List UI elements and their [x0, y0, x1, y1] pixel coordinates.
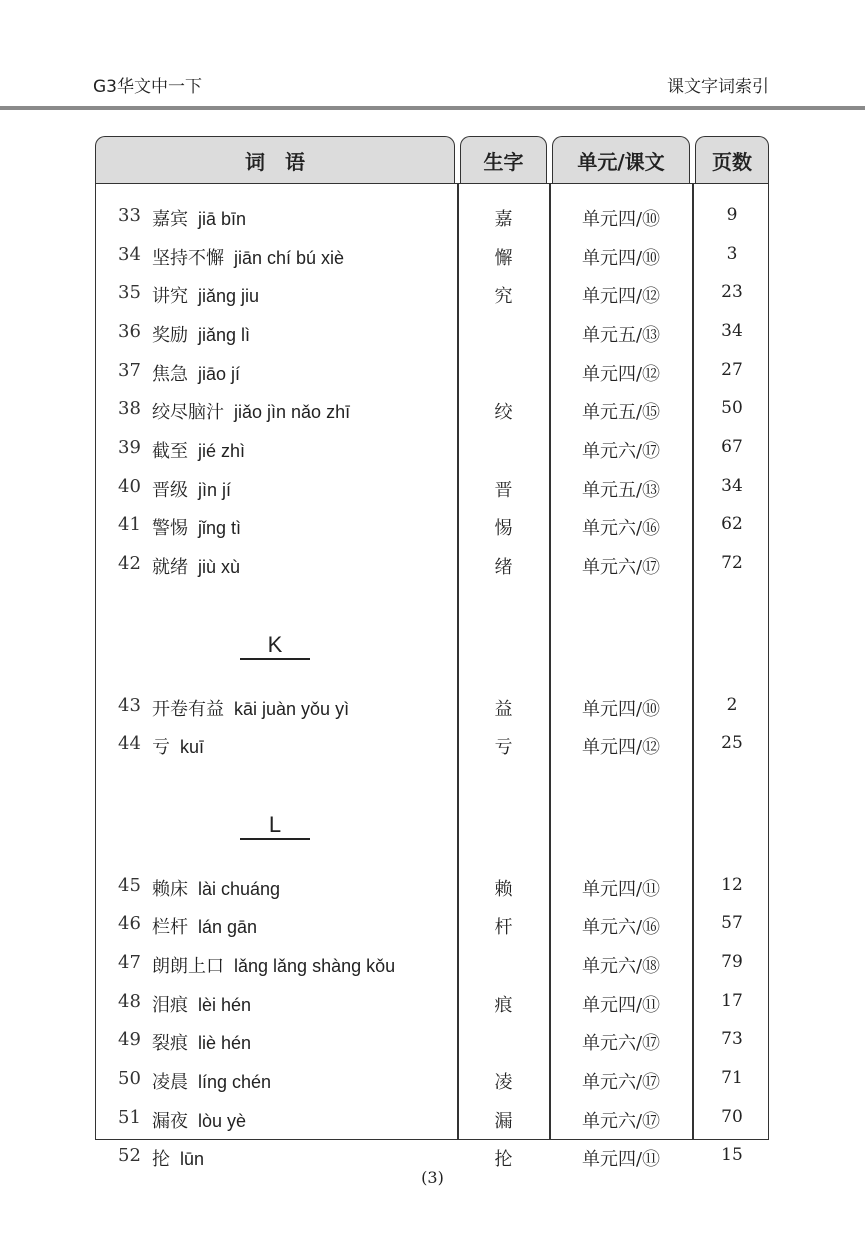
- entry-number: 33: [118, 205, 141, 226]
- word-chinese: 奖励: [152, 324, 188, 346]
- word-chinese: 截至: [152, 440, 188, 462]
- word-pinyin: lèi hén: [198, 994, 252, 1015]
- table-row: [0, 875, 865, 905]
- page-ref: 12: [721, 874, 743, 895]
- entry-word: [152, 1029, 251, 1055]
- word-chinese: 裂痕: [152, 1033, 188, 1055]
- word-chinese: 坚持不懈: [152, 247, 224, 269]
- page-ref: 50: [721, 398, 743, 419]
- new-character: 亏: [494, 737, 513, 759]
- word-chinese: 讲究: [152, 286, 188, 308]
- entry-word: [152, 875, 280, 901]
- unit-lesson: 单元五/⑮: [581, 402, 661, 424]
- entry-number: 38: [118, 398, 141, 420]
- unit-lesson: 单元六/⑰: [581, 556, 661, 578]
- word-pinyin: jiā bīn: [198, 209, 247, 229]
- table-row: [0, 476, 865, 506]
- entry-number: 35: [118, 282, 141, 304]
- new-character: 益: [494, 698, 513, 720]
- table-row: [0, 991, 865, 1021]
- unit-lesson: 单元六/⑰: [581, 1072, 661, 1094]
- page-ref: 23: [721, 282, 743, 303]
- table-row: [0, 321, 865, 351]
- entry-number: 46: [118, 913, 141, 935]
- entry-word: [152, 360, 240, 386]
- table-row: [0, 205, 865, 235]
- unit-lesson: 单元六/⑰: [581, 440, 661, 462]
- entry-word: [152, 1107, 246, 1133]
- entry-number: 48: [118, 990, 141, 1012]
- new-character: 惕: [494, 518, 513, 540]
- section-letter: L: [240, 812, 310, 840]
- new-character: 究: [494, 286, 513, 308]
- column-header-words: 词 语: [95, 136, 455, 184]
- table-row: [0, 244, 865, 274]
- entry-number: 40: [118, 475, 141, 497]
- word-chinese: 警惕: [152, 518, 188, 540]
- entry-word: [152, 282, 259, 308]
- word-pinyin: jiù xù: [198, 556, 241, 577]
- unit-lesson: 单元六/⑱: [581, 956, 661, 978]
- entry-word: [152, 1068, 271, 1094]
- page-ref: 57: [721, 913, 743, 934]
- new-character: 赖: [494, 878, 513, 900]
- new-character: 痕: [494, 994, 513, 1016]
- entry-number: 50: [118, 1068, 141, 1090]
- unit-lesson: 单元四/⑫: [581, 286, 661, 308]
- entry-number: 51: [118, 1106, 141, 1128]
- unit-lesson: 单元四/⑩: [581, 209, 661, 230]
- header-divider: [0, 106, 865, 110]
- new-character: 杆: [494, 917, 513, 939]
- word-pinyin: jiān chí bú xiè: [234, 247, 345, 268]
- entry-number: 45: [118, 874, 141, 896]
- page-ref: 71: [721, 1068, 743, 1089]
- entry-number: 43: [118, 694, 141, 716]
- entry-number: 49: [118, 1029, 141, 1051]
- entry-word: [152, 733, 204, 759]
- word-chinese: 嘉宾: [152, 209, 188, 230]
- unit-lesson: 单元四/⑪: [581, 1149, 661, 1171]
- word-pinyin: jǐng tì: [198, 518, 242, 539]
- unit-lesson: 单元六/⑰: [581, 1110, 661, 1132]
- table-row: [0, 695, 865, 725]
- word-pinyin: kuī: [180, 737, 205, 758]
- entry-number: 47: [118, 952, 141, 974]
- new-character: 懈: [494, 247, 513, 269]
- word-pinyin: líng chén: [198, 1072, 272, 1093]
- page-ref: 70: [721, 1106, 743, 1127]
- word-pinyin: jiǎo jìn nǎo zhī: [234, 402, 351, 423]
- unit-lesson: 单元四/⑩: [581, 247, 661, 269]
- table-row: [0, 282, 865, 312]
- entry-word: [152, 321, 250, 347]
- word-pinyin: jìn jí: [198, 479, 232, 500]
- column-header-page: 页数: [695, 136, 769, 184]
- unit-lesson: 单元四/⑩: [581, 698, 661, 720]
- entry-number: 44: [118, 733, 141, 755]
- table-row: [0, 553, 865, 583]
- word-chinese: 泪痕: [152, 994, 188, 1016]
- entry-word: [152, 695, 349, 721]
- table-row: [0, 1107, 865, 1137]
- word-chinese: 开卷有益: [152, 698, 224, 720]
- entry-word: [152, 514, 241, 540]
- page-ref: 3: [726, 243, 738, 264]
- table-row: [0, 514, 865, 544]
- page-ref: 73: [721, 1029, 743, 1050]
- section-letter: K: [240, 632, 310, 660]
- new-character: 嘉: [494, 209, 513, 230]
- unit-lesson: 单元四/⑪: [581, 878, 661, 900]
- page-ref: 34: [721, 475, 743, 496]
- entry-word: [152, 398, 350, 424]
- word-pinyin: jiǎng lì: [198, 324, 251, 345]
- unit-lesson: 单元六/⑰: [581, 1033, 661, 1055]
- word-chinese: 赖床: [152, 878, 188, 900]
- word-chinese: 亏: [152, 737, 170, 759]
- word-pinyin: lòu yè: [198, 1110, 247, 1131]
- unit-lesson: 单元六/⑯: [581, 917, 661, 939]
- column-header-unit-lesson: 单元/课文: [552, 136, 690, 184]
- entry-word: [152, 244, 344, 270]
- unit-lesson: 单元五/⑬: [581, 479, 661, 501]
- unit-lesson: 单元六/⑯: [581, 518, 661, 540]
- entry-number: 39: [118, 436, 141, 458]
- new-character: 绪: [494, 556, 513, 578]
- table-row: [0, 398, 865, 428]
- page-ref: 25: [721, 733, 743, 754]
- page-ref: 17: [721, 990, 743, 1011]
- page-ref: 79: [721, 952, 743, 973]
- entry-word: [152, 991, 251, 1017]
- entry-word: [152, 913, 257, 939]
- unit-lesson: 单元四/⑫: [581, 363, 661, 385]
- word-pinyin: lǎng lǎng shàng kǒu: [234, 956, 396, 977]
- section-title: 课文字词索引: [667, 77, 769, 97]
- new-character: 晋: [494, 479, 513, 501]
- table-row: [0, 952, 865, 982]
- entry-number: 37: [118, 359, 141, 381]
- entry-word: [152, 553, 240, 579]
- word-pinyin: jiǎng jiu: [198, 286, 260, 307]
- page-ref: 34: [721, 320, 743, 341]
- word-chinese: 漏夜: [152, 1110, 188, 1132]
- word-chinese: 焦急: [152, 363, 188, 385]
- word-chinese: 栏杆: [152, 917, 188, 939]
- page-ref: 72: [721, 552, 743, 573]
- entry-word: [152, 437, 245, 463]
- word-chinese: 抡: [152, 1149, 170, 1171]
- unit-lesson: 单元四/⑫: [581, 737, 661, 759]
- word-chinese: 朗朗上口: [152, 956, 224, 978]
- entry-word: [152, 476, 231, 502]
- table-row: [0, 1029, 865, 1059]
- table-row: [0, 360, 865, 390]
- unit-lesson: 单元四/⑪: [581, 994, 661, 1016]
- page-number: (3): [421, 1168, 444, 1187]
- word-pinyin: jiāo jí: [198, 363, 241, 384]
- entry-number: 34: [118, 243, 141, 265]
- new-character: 漏: [494, 1110, 513, 1132]
- table-row: [0, 733, 865, 763]
- entry-number: 52: [118, 1145, 141, 1167]
- entry-number: 36: [118, 320, 141, 342]
- table-row: [0, 1068, 865, 1098]
- page-ref: 2: [726, 694, 738, 715]
- page-ref: 27: [721, 359, 743, 380]
- entry-word: [152, 205, 246, 231]
- entry-number: 41: [118, 514, 141, 536]
- word-pinyin: jié zhì: [198, 440, 246, 461]
- new-character: 抡: [494, 1149, 513, 1171]
- new-character: 绞: [494, 402, 513, 424]
- word-chinese: 绞尽脑汁: [152, 402, 224, 424]
- new-character: 凌: [494, 1072, 513, 1094]
- word-chinese: 晋级: [152, 479, 188, 501]
- entry-number: 42: [118, 552, 141, 574]
- word-pinyin: liè hén: [198, 1033, 252, 1054]
- book-title: G3华文中一下: [93, 77, 202, 97]
- table-row: [0, 437, 865, 467]
- word-chinese: 就绪: [152, 556, 188, 578]
- page-ref: 67: [721, 436, 743, 457]
- word-pinyin: lūn: [180, 1149, 205, 1170]
- unit-lesson: 单元五/⑬: [581, 324, 661, 346]
- word-chinese: 凌晨: [152, 1072, 188, 1094]
- entry-word: [152, 952, 395, 978]
- page-ref: 62: [721, 514, 743, 535]
- word-pinyin: lán gān: [198, 917, 258, 938]
- word-pinyin: kāi juàn yǒu yì: [234, 698, 350, 719]
- table-row: [0, 913, 865, 943]
- page-ref: 15: [721, 1145, 743, 1166]
- column-header-characters: 生字: [460, 136, 547, 184]
- page-ref: 9: [726, 205, 738, 225]
- word-pinyin: lài chuáng: [198, 878, 281, 899]
